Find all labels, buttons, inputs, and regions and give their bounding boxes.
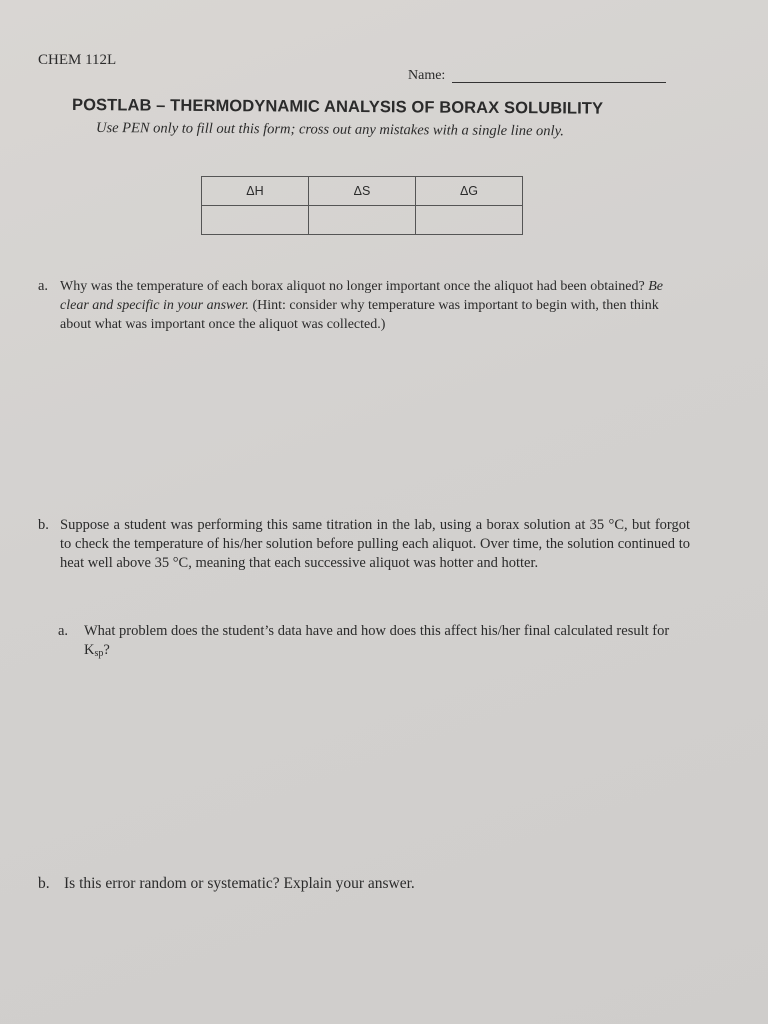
question-a-emphasis: Be clear and specific in your answer. <box>60 279 663 313</box>
ksp-subscript: sp <box>94 648 104 659</box>
name-field-line[interactable] <box>452 82 666 83</box>
question-b-text: Suppose a student was performing this same titration in the lab, using a borax solution at 35 °C, but forgot to check the temperature of his/her solution before pulling each aliquot. Over time, the solution continued to heat well above 35 °C, meaning that each successive aliquot was hotter and hotter. <box>60 517 690 571</box>
question-b-sub-b-label: b. <box>38 875 50 892</box>
course-code: CHEM 112L <box>38 52 117 68</box>
header-delta-g: ΔG <box>416 177 523 206</box>
question-a-text-part1: Why was the temperature of each borax aliquot no longer important once the aliquot had been obtained? <box>60 279 649 294</box>
thermo-results-table <box>201 176 523 235</box>
name-label: Name: <box>408 68 446 83</box>
question-b-sub-a-suffix: ? <box>103 642 110 658</box>
question-b-sub-b-text: Is this error random or systematic? Explain your answer. <box>64 875 415 892</box>
question-a-label: a. <box>38 278 49 294</box>
question-b-sub-a-body: What problem does the student’s data have and how does this affect his/her final calculated result for K <box>84 623 670 658</box>
header-delta-s: ΔS <box>309 177 416 206</box>
worksheet-title: POSTLAB – THERMODYNAMIC ANALYSIS OF BORAX SOLUBILITY <box>71 96 604 118</box>
question-a-text <box>60 277 680 334</box>
instructions: Use PEN only to fill out this form; cross out any mistakes with a single line only. <box>95 120 564 140</box>
question-b-sub-a-text <box>84 622 694 663</box>
table-value-row <box>202 206 523 235</box>
question-a-text-part2: (Hint: consider why temperature was important to begin with, then think about what was important once the aliquot was collected.) <box>60 298 659 332</box>
cell-delta-g[interactable] <box>416 206 523 235</box>
header-delta-h: ΔH <box>202 177 309 206</box>
question-b-label: b. <box>38 517 49 533</box>
table-header-row <box>202 177 523 206</box>
cell-delta-h[interactable] <box>202 206 309 235</box>
question-b-sub-a-label: a. <box>58 623 69 639</box>
cell-delta-s[interactable] <box>309 206 416 235</box>
